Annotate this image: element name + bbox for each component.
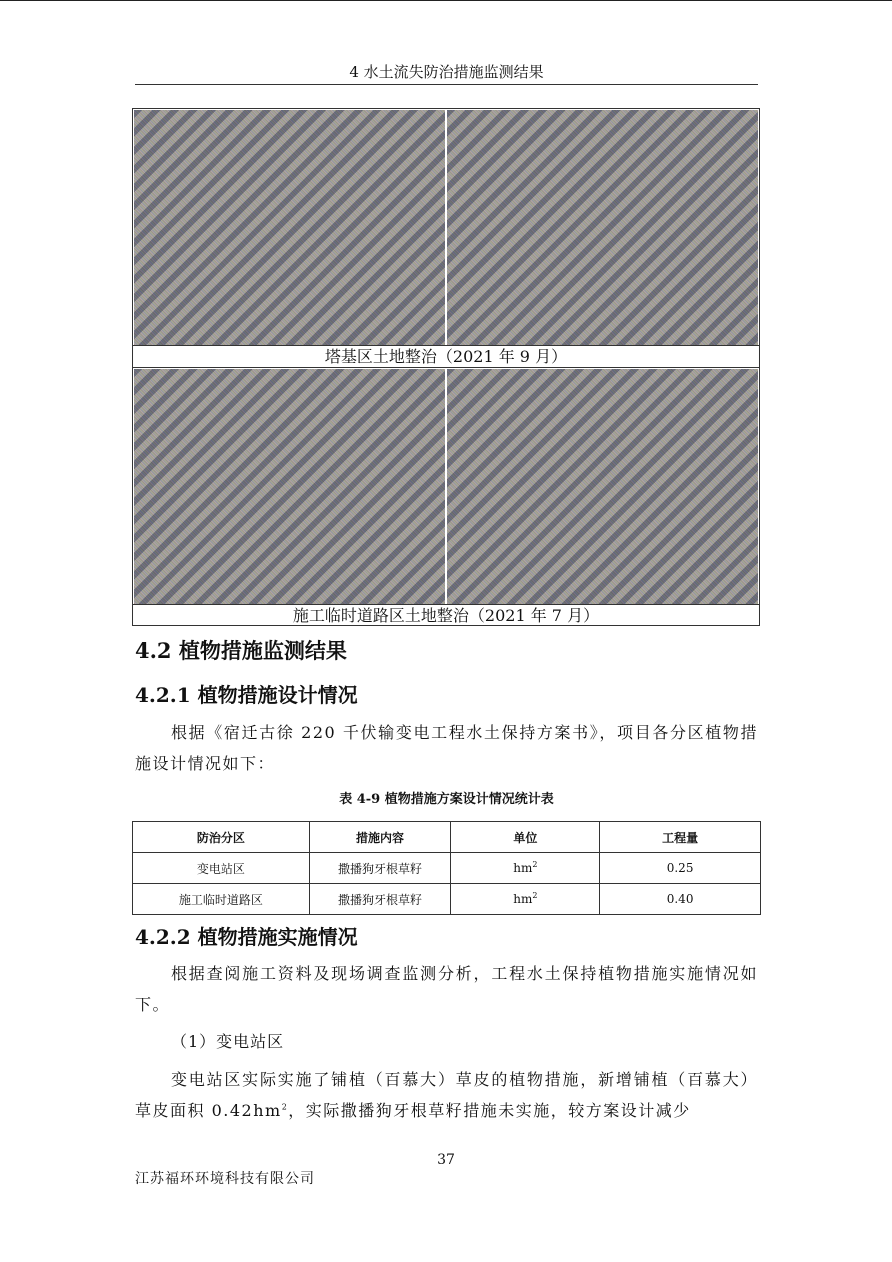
cell-zone: 施工临时道路区 (133, 884, 310, 915)
photo-tower-base-right (447, 110, 758, 345)
paragraph-text-part1: 变电站区实际实施了铺植（百慕大）草皮的植物措施，新增铺植（百慕大）草皮面积 0.42hm (135, 1070, 758, 1120)
photo-grid (132, 108, 760, 626)
area-unit-exponent: 2 (281, 1102, 289, 1112)
photo-temp-road-right (447, 369, 758, 604)
table-row (133, 884, 761, 915)
plant-measures-table (132, 821, 761, 915)
cell-measure: 撒播狗牙根草籽 (309, 884, 451, 915)
list-item-substation-area: （1）变电站区 (171, 1032, 285, 1051)
table-header-quantity: 工程量 (600, 822, 761, 853)
paragraph-text-part2: ，实际撒播狗牙根草籽措施未实施，较方案设计减少 (288, 1101, 691, 1120)
table-header-row (133, 822, 761, 853)
section-heading-4-2: 4.2 植物措施监测结果 (135, 638, 347, 663)
unit-exponent: 2 (532, 891, 538, 900)
header-rule (135, 84, 758, 85)
cell-quantity: 0.25 (600, 853, 761, 884)
table-row (133, 853, 761, 884)
photo-temp-road-left (134, 369, 445, 604)
section-heading-4-2-1: 4.2.1 植物措施设计情况 (135, 683, 358, 707)
cell-measure: 撒播狗牙根草籽 (309, 853, 451, 884)
cell-unit (451, 853, 600, 884)
photo-row-divider (133, 367, 759, 368)
paragraph-implementation-intro: 根据查阅施工资料及现场调查监测分析，工程水土保持植物措施实施情况如下。 (135, 964, 758, 1014)
table-header-unit: 单位 (451, 822, 600, 853)
cell-unit (451, 884, 600, 915)
table-header-zone: 防治分区 (133, 822, 310, 853)
running-header: 4 水土流失防治措施监测结果 (349, 63, 544, 81)
cell-quantity: 0.40 (600, 884, 761, 915)
footer-company: 江苏福环环境科技有限公司 (135, 1171, 315, 1187)
page-number: 37 (437, 1152, 455, 1168)
unit-base: hm (513, 861, 533, 875)
unit-base: hm (513, 892, 533, 906)
section-heading-4-2-2: 4.2.2 植物措施实施情况 (135, 925, 358, 949)
page-top-border (0, 0, 892, 1)
cell-zone: 变电站区 (133, 853, 310, 884)
unit-exponent: 2 (532, 860, 538, 869)
photo-caption-temp-road: 施工临时道路区土地整治（2021 年 7 月） (133, 604, 759, 627)
table-title: 表 4-9 植物措施方案设计情况统计表 (339, 792, 554, 807)
paragraph-substation-area (135, 1064, 758, 1126)
paragraph-design-intro: 根据《宿迁古徐 220 千伏输变电工程水土保持方案书》，项目各分区植物措施设计情况如下： (135, 723, 758, 773)
table-header-measure: 措施内容 (309, 822, 451, 853)
photo-tower-base-left (134, 110, 445, 345)
photo-caption-tower-base: 塔基区土地整治（2021 年 9 月） (133, 345, 759, 368)
